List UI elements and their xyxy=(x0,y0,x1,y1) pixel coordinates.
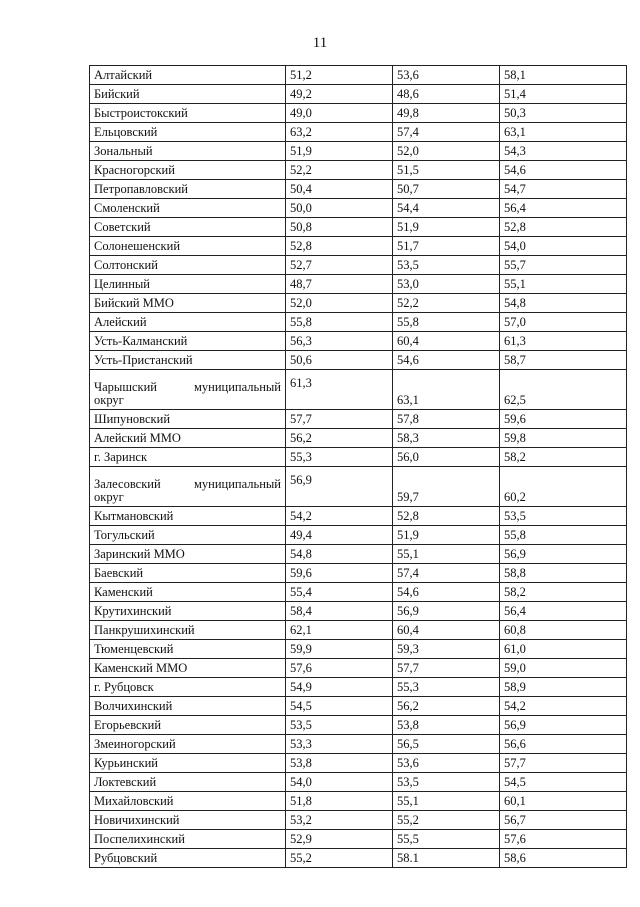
value-cell-2: 60,4 xyxy=(393,332,500,351)
value-cell-2: 53,5 xyxy=(393,773,500,792)
value-cell-3: 54,6 xyxy=(500,161,627,180)
district-name-cell: Алейский xyxy=(90,313,286,332)
table-row xyxy=(90,351,627,370)
value-cell-1: 56,9 xyxy=(286,467,393,507)
district-name-cell: Локтевский xyxy=(90,773,286,792)
value-cell-2: 58,3 xyxy=(393,429,500,448)
table-row xyxy=(90,180,627,199)
value-cell-2: 59,7 xyxy=(393,467,500,507)
district-name-cell: Кытмановский xyxy=(90,507,286,526)
value-cell-2: 55,5 xyxy=(393,830,500,849)
district-name-cell: Крутихинский xyxy=(90,602,286,621)
district-name-cell: Панкрушихинский xyxy=(90,621,286,640)
value-cell-1: 61,3 xyxy=(286,370,393,410)
value-cell-1: 53,2 xyxy=(286,811,393,830)
table-row xyxy=(90,830,627,849)
value-cell-3: 54,2 xyxy=(500,697,627,716)
district-name-cell: Каменский ММО xyxy=(90,659,286,678)
value-cell-2: 57,8 xyxy=(393,410,500,429)
value-cell-2: 56,0 xyxy=(393,448,500,467)
value-cell-3: 58,8 xyxy=(500,564,627,583)
value-cell-2: 55,8 xyxy=(393,313,500,332)
value-cell-3: 55,7 xyxy=(500,256,627,275)
value-cell-1: 48,7 xyxy=(286,275,393,294)
value-cell-2: 54,4 xyxy=(393,199,500,218)
value-cell-2: 51,9 xyxy=(393,218,500,237)
table-row xyxy=(90,429,627,448)
value-cell-3: 58,7 xyxy=(500,351,627,370)
value-cell-1: 56,3 xyxy=(286,332,393,351)
value-cell-2: 51,9 xyxy=(393,526,500,545)
value-cell-3: 58,2 xyxy=(500,583,627,602)
value-cell-3: 52,8 xyxy=(500,218,627,237)
table-row xyxy=(90,66,627,85)
district-name-cell: Красногорский xyxy=(90,161,286,180)
table-row xyxy=(90,123,627,142)
value-cell-2: 53,0 xyxy=(393,275,500,294)
value-cell-2: 57,4 xyxy=(393,123,500,142)
value-cell-2: 53,8 xyxy=(393,716,500,735)
table-row xyxy=(90,294,627,313)
table-row xyxy=(90,332,627,351)
table-row xyxy=(90,161,627,180)
value-cell-2: 57,7 xyxy=(393,659,500,678)
district-name-cell: Змеиногорский xyxy=(90,735,286,754)
value-cell-3: 63,1 xyxy=(500,123,627,142)
district-name-cell: Новичихинский xyxy=(90,811,286,830)
value-cell-2: 49,8 xyxy=(393,104,500,123)
value-cell-3: 57,6 xyxy=(500,830,627,849)
value-cell-1: 53,3 xyxy=(286,735,393,754)
district-name-cell: Смоленский xyxy=(90,199,286,218)
table-row xyxy=(90,256,627,275)
value-cell-3: 59,0 xyxy=(500,659,627,678)
table-row xyxy=(90,85,627,104)
district-name-cell: Алтайский xyxy=(90,66,286,85)
value-cell-3: 51,4 xyxy=(500,85,627,104)
table-row xyxy=(90,410,627,429)
value-cell-1: 52,2 xyxy=(286,161,393,180)
value-cell-1: 53,8 xyxy=(286,754,393,773)
value-cell-3: 57,0 xyxy=(500,313,627,332)
value-cell-1: 63,2 xyxy=(286,123,393,142)
table-row xyxy=(90,526,627,545)
value-cell-1: 54,2 xyxy=(286,507,393,526)
value-cell-3: 62,5 xyxy=(500,370,627,410)
district-name-cell: Усть-Калманский xyxy=(90,332,286,351)
value-cell-1: 50,4 xyxy=(286,180,393,199)
value-cell-1: 53,5 xyxy=(286,716,393,735)
value-cell-1: 54,5 xyxy=(286,697,393,716)
table-row xyxy=(90,583,627,602)
value-cell-2: 63,1 xyxy=(393,370,500,410)
district-name-line-1: Залесовский муниципальный xyxy=(94,477,281,491)
value-cell-1: 50,6 xyxy=(286,351,393,370)
district-name-cell: Тюменцевский xyxy=(90,640,286,659)
table-row xyxy=(90,275,627,294)
table-row xyxy=(90,142,627,161)
value-cell-3: 56,9 xyxy=(500,545,627,564)
value-cell-2: 55,1 xyxy=(393,792,500,811)
table-row xyxy=(90,735,627,754)
district-name-cell: Поспелихинский xyxy=(90,830,286,849)
value-cell-1: 51,9 xyxy=(286,142,393,161)
value-cell-2: 54,6 xyxy=(393,351,500,370)
data-table xyxy=(89,65,627,868)
value-cell-1: 54,8 xyxy=(286,545,393,564)
district-name-cell xyxy=(90,467,286,507)
value-cell-3: 59,8 xyxy=(500,429,627,448)
value-cell-2: 51,5 xyxy=(393,161,500,180)
district-name-cell: г. Заринск xyxy=(90,448,286,467)
value-cell-2: 53,5 xyxy=(393,256,500,275)
value-cell-3: 60,1 xyxy=(500,792,627,811)
value-cell-1: 54,0 xyxy=(286,773,393,792)
district-name-cell: Алейский ММО xyxy=(90,429,286,448)
district-name-cell xyxy=(90,370,286,410)
district-name-cell: Заринский ММО xyxy=(90,545,286,564)
table-row xyxy=(90,564,627,583)
district-name-cell: Усть-Пристанский xyxy=(90,351,286,370)
district-name-cell: Солонешенский xyxy=(90,237,286,256)
value-cell-1: 57,7 xyxy=(286,410,393,429)
value-cell-3: 56,4 xyxy=(500,199,627,218)
value-cell-1: 57,6 xyxy=(286,659,393,678)
value-cell-3: 58,1 xyxy=(500,66,627,85)
table-row xyxy=(90,773,627,792)
value-cell-3: 54,5 xyxy=(500,773,627,792)
value-cell-2: 52,8 xyxy=(393,507,500,526)
value-cell-1: 52,8 xyxy=(286,237,393,256)
value-cell-3: 54,7 xyxy=(500,180,627,199)
table-row xyxy=(90,545,627,564)
district-name-cell: Егорьевский xyxy=(90,716,286,735)
district-name-cell: Солтонский xyxy=(90,256,286,275)
district-name-cell: Петропавловский xyxy=(90,180,286,199)
district-name-line-2: округ xyxy=(94,393,124,407)
page-number: 11 xyxy=(312,35,328,51)
value-cell-3: 61,0 xyxy=(500,640,627,659)
value-cell-3: 54,3 xyxy=(500,142,627,161)
district-name-line-2: округ xyxy=(94,490,124,504)
value-cell-2: 56,5 xyxy=(393,735,500,754)
value-cell-3: 56,6 xyxy=(500,735,627,754)
value-cell-2: 55,1 xyxy=(393,545,500,564)
value-cell-3: 56,4 xyxy=(500,602,627,621)
value-cell-2: 48,6 xyxy=(393,85,500,104)
district-name-line-1: Чарышский муниципальный xyxy=(94,380,281,394)
value-cell-2: 54,6 xyxy=(393,583,500,602)
table-row xyxy=(90,467,627,507)
district-name-cell: Волчихинский xyxy=(90,697,286,716)
value-cell-3: 61,3 xyxy=(500,332,627,351)
table-row xyxy=(90,104,627,123)
district-name-cell: Тогульский xyxy=(90,526,286,545)
table-row xyxy=(90,697,627,716)
value-cell-1: 50,8 xyxy=(286,218,393,237)
value-cell-3: 55,1 xyxy=(500,275,627,294)
table-row xyxy=(90,792,627,811)
table-body xyxy=(90,66,627,868)
district-name-cell: Бийский ММО xyxy=(90,294,286,313)
district-name-cell: Баевский xyxy=(90,564,286,583)
value-cell-1: 49,4 xyxy=(286,526,393,545)
value-cell-1: 59,6 xyxy=(286,564,393,583)
table-row xyxy=(90,507,627,526)
table-row xyxy=(90,313,627,332)
value-cell-3: 54,8 xyxy=(500,294,627,313)
value-cell-2: 56,9 xyxy=(393,602,500,621)
value-cell-1: 58,4 xyxy=(286,602,393,621)
table-row xyxy=(90,716,627,735)
value-cell-1: 52,0 xyxy=(286,294,393,313)
district-name-cell: Советский xyxy=(90,218,286,237)
value-cell-1: 55,2 xyxy=(286,849,393,868)
district-name-cell: Шипуновский xyxy=(90,410,286,429)
table-row xyxy=(90,218,627,237)
value-cell-1: 59,9 xyxy=(286,640,393,659)
value-cell-2: 50,7 xyxy=(393,180,500,199)
table-row xyxy=(90,370,627,410)
value-cell-2: 53,6 xyxy=(393,754,500,773)
table-row xyxy=(90,640,627,659)
district-name-cell: Каменский xyxy=(90,583,286,602)
district-name-cell: Быстроистокский xyxy=(90,104,286,123)
value-cell-1: 55,4 xyxy=(286,583,393,602)
value-cell-3: 60,8 xyxy=(500,621,627,640)
value-cell-1: 55,8 xyxy=(286,313,393,332)
district-name-cell: Зональный xyxy=(90,142,286,161)
value-cell-1: 52,9 xyxy=(286,830,393,849)
value-cell-3: 53,5 xyxy=(500,507,627,526)
value-cell-1: 51,8 xyxy=(286,792,393,811)
value-cell-1: 52,7 xyxy=(286,256,393,275)
value-cell-1: 56,2 xyxy=(286,429,393,448)
value-cell-2: 60,4 xyxy=(393,621,500,640)
value-cell-3: 58,2 xyxy=(500,448,627,467)
value-cell-1: 62,1 xyxy=(286,621,393,640)
value-cell-1: 49,2 xyxy=(286,85,393,104)
value-cell-1: 50,0 xyxy=(286,199,393,218)
table-row xyxy=(90,199,627,218)
value-cell-3: 55,8 xyxy=(500,526,627,545)
district-name-cell: Целинный xyxy=(90,275,286,294)
value-cell-3: 60,2 xyxy=(500,467,627,507)
value-cell-1: 54,9 xyxy=(286,678,393,697)
table-row xyxy=(90,659,627,678)
value-cell-2: 52,2 xyxy=(393,294,500,313)
district-name-cell: Курьинский xyxy=(90,754,286,773)
value-cell-3: 58,6 xyxy=(500,849,627,868)
value-cell-1: 55,3 xyxy=(286,448,393,467)
district-name-cell: Михайловский xyxy=(90,792,286,811)
table-row xyxy=(90,237,627,256)
value-cell-3: 56,9 xyxy=(500,716,627,735)
district-name-cell: Рубцовский xyxy=(90,849,286,868)
table-row xyxy=(90,811,627,830)
district-name-cell: Ельцовский xyxy=(90,123,286,142)
value-cell-3: 57,7 xyxy=(500,754,627,773)
value-cell-2: 55,3 xyxy=(393,678,500,697)
table-row xyxy=(90,678,627,697)
value-cell-2: 56,2 xyxy=(393,697,500,716)
district-name-cell: г. Рубцовск xyxy=(90,678,286,697)
value-cell-3: 59,6 xyxy=(500,410,627,429)
table-row xyxy=(90,448,627,467)
value-cell-3: 50,3 xyxy=(500,104,627,123)
value-cell-2: 58.1 xyxy=(393,849,500,868)
value-cell-3: 54,0 xyxy=(500,237,627,256)
value-cell-3: 56,7 xyxy=(500,811,627,830)
value-cell-2: 55,2 xyxy=(393,811,500,830)
district-name-cell: Бийский xyxy=(90,85,286,104)
value-cell-2: 51,7 xyxy=(393,237,500,256)
value-cell-1: 49,0 xyxy=(286,104,393,123)
table-row xyxy=(90,621,627,640)
value-cell-3: 58,9 xyxy=(500,678,627,697)
value-cell-2: 53,6 xyxy=(393,66,500,85)
value-cell-2: 52,0 xyxy=(393,142,500,161)
table-row xyxy=(90,754,627,773)
value-cell-2: 57,4 xyxy=(393,564,500,583)
value-cell-1: 51,2 xyxy=(286,66,393,85)
value-cell-2: 59,3 xyxy=(393,640,500,659)
table-row xyxy=(90,602,627,621)
table-row xyxy=(90,849,627,868)
